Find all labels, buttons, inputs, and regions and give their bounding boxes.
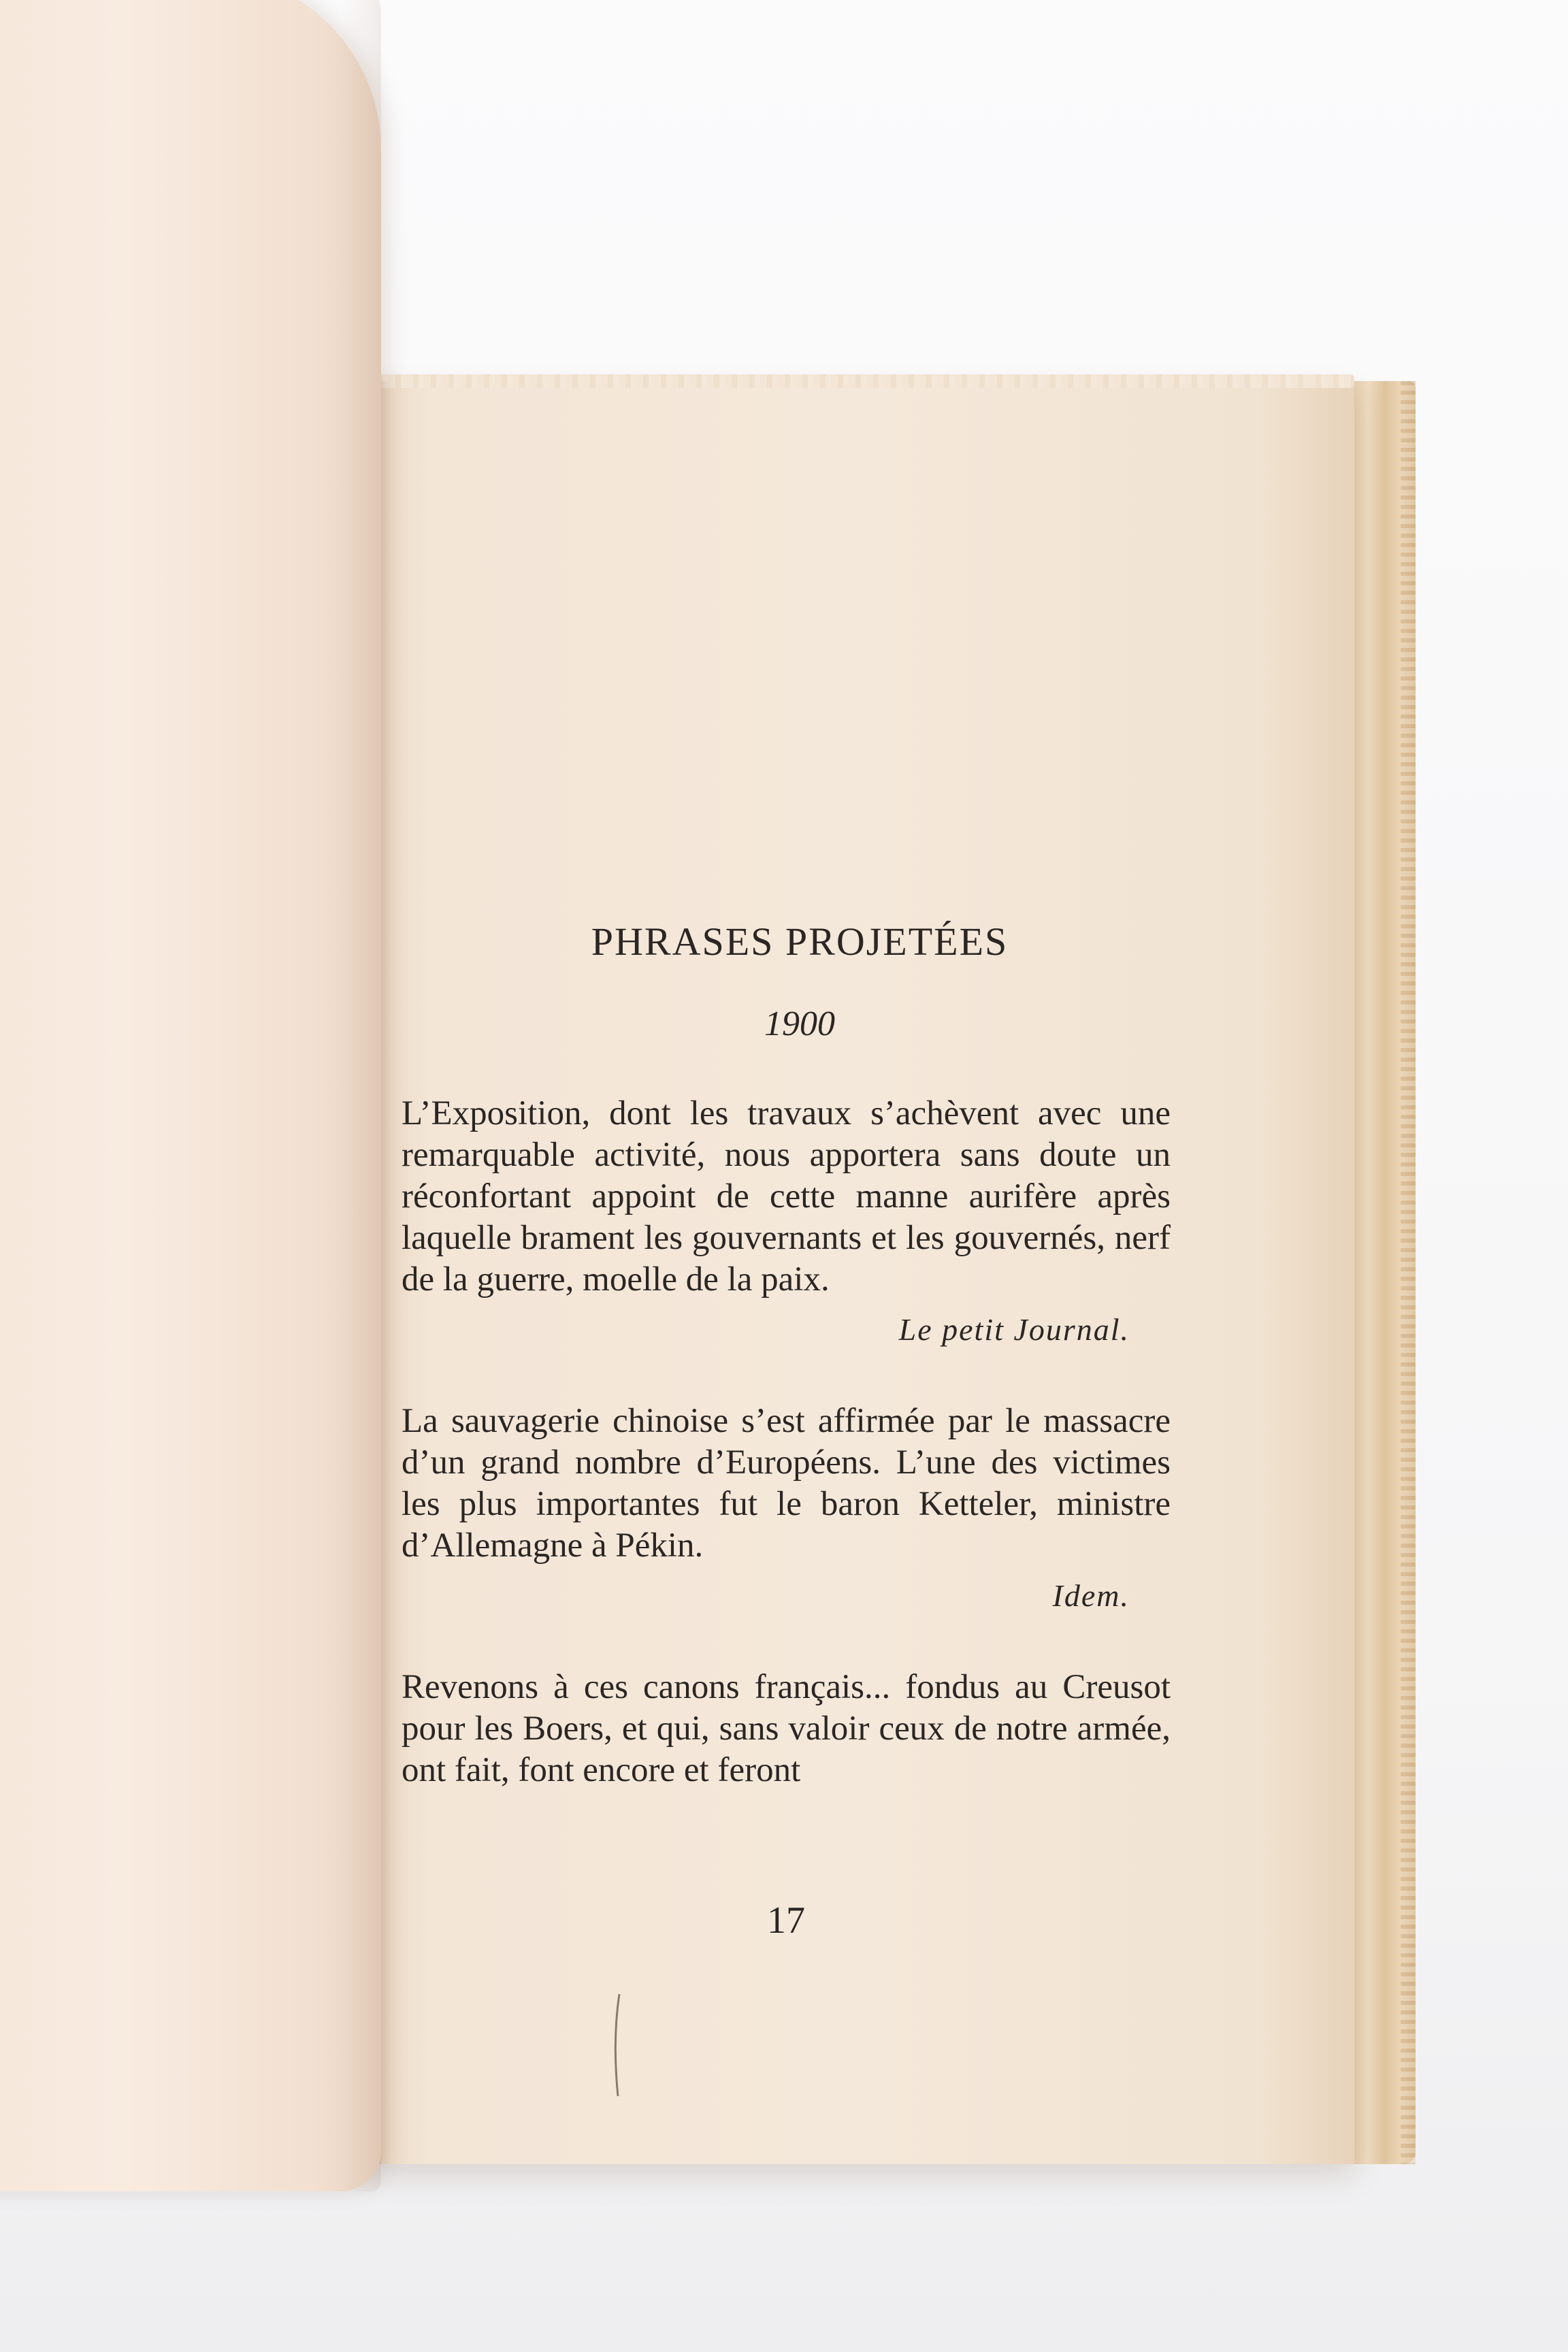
quote-paragraph: L’Exposition, dont les travaux s’achèvent avec une remarquable activité, nous apportera sans doute un réconfortant appoint de cette manne aurifère après laquelle brament les gouvernants et les gouvernés, nerf de la guerre, moelle de la paix.	[402, 1094, 1171, 1298]
quote-paragraph: La sauvagerie chinoise s’est affirmée par le massacre d’un grand nombre d’Européens. L’une des victimes les plus importantes fut le baron Ketteler, ministre d’Allemagne à Pékin.	[402, 1402, 1171, 1565]
left-blank-page	[0, 0, 381, 2191]
page-block-edges	[1348, 381, 1416, 2164]
page-number: 17	[767, 1899, 805, 1942]
chapter-title: PHRASES PROJETÉES	[591, 919, 1009, 964]
chapter-year: 1900	[764, 1004, 835, 1043]
pencil-mark	[611, 1994, 625, 2096]
quote-source: Le petit Journal.	[898, 1312, 1130, 1347]
quote-paragraph: Revenons à ces canons français... fondus au Creusot pour les Boers, et qui, sans valoir ceux de notre armée, ont fait, font encore et feront	[402, 1668, 1171, 1789]
quote-source: Idem.	[1052, 1578, 1130, 1613]
page-text	[402, 919, 1171, 1791]
